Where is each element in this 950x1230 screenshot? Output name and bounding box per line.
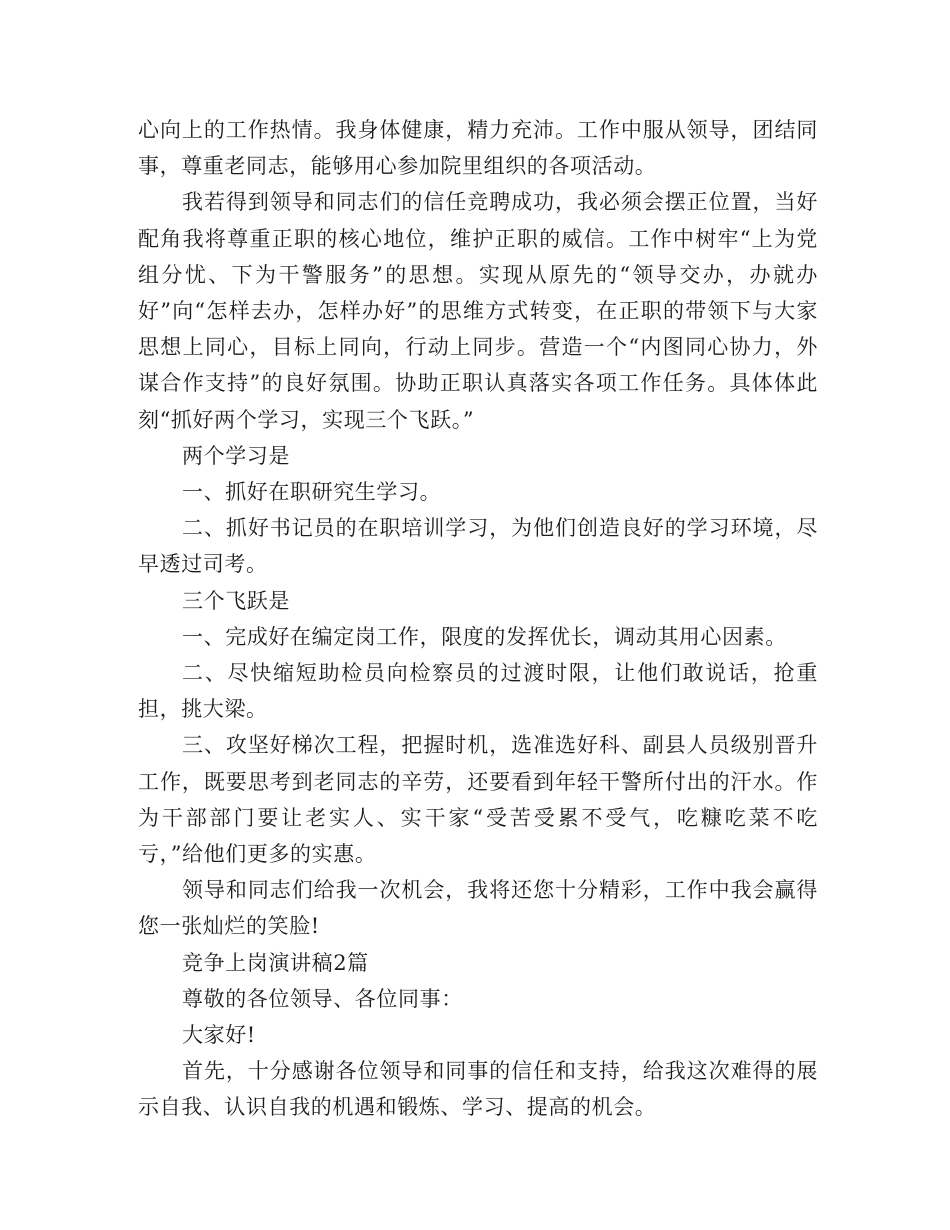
heading-two-studies: 两个学习是 <box>182 443 290 468</box>
list-item-leap-1: 一、完成好在编定岗工作，限度的发挥优长，调动其用心因素。 <box>182 624 787 649</box>
paragraph-commitment: 我若得到领导和同志们的信任竞聘成功，我必须会摆正位置，当好配角我将尊重正职的核心地位，维护正职的威信。工作中树牢“上为党组分忧、下为干警服务”的思想。实现从原先的“领导交办，办就办好”向“怎样去办，怎样办好”的思维方式转变，在正职的带领下与大家思想上同心，目标上同向，行动上同步。营造一个“内图同心协力，外谋合作支持”的良好氛围。协助正职认真落实各项工作任务。具体体此刻“抓好两个学习，实现三个飞跃。” <box>138 190 818 432</box>
list-item-leap-3: 三、攻坚好梯次工程，把握时机，选准选好科、副县人员级别晋升工作，既要思考到老同志的辛劳，还要看到年轻干警所付出的汗水。作为干部部门要让老实人、实干家“受苦受累不受气，吃糠吃菜不吃亏，”给他们更多的实惠。 <box>138 733 818 867</box>
section-title: 竞争上岗演讲稿2篇 <box>182 950 369 975</box>
heading-three-leaps: 三个飞跃是 <box>182 588 290 613</box>
paragraph-thanks: 首先，十分感谢各位领导和同事的信任和支持，给我这次难得的展示自我、认识自我的机遇和锻炼、学习、提高的机会。 <box>138 1059 818 1120</box>
greeting: 大家好! <box>182 1023 256 1048</box>
document-page <box>138 112 818 1126</box>
salutation: 尊敬的各位领导、各位同事： <box>182 986 463 1011</box>
list-item-leap-2: 二、尽快缩短助检员向检察员的过渡时限，让他们敢说话，抢重担，挑大梁。 <box>138 661 818 722</box>
paragraph-continuation: 心向上的工作热情。我身体健康，精力充沛。工作中服从领导，团结同事，尊重老同志，能够用心参加院里组织的各项活动。 <box>138 118 818 179</box>
list-item-study-1: 一、抓好在职研究生学习。 <box>182 480 442 505</box>
list-item-study-2: 二、抓好书记员的在职培训学习，为他们创造良好的学习环境，尽早透过司考。 <box>138 516 818 577</box>
paragraph-closing: 领导和同志们给我一次机会，我将还您十分精彩，工作中我会赢得您一张灿烂的笑脸! <box>138 878 818 939</box>
